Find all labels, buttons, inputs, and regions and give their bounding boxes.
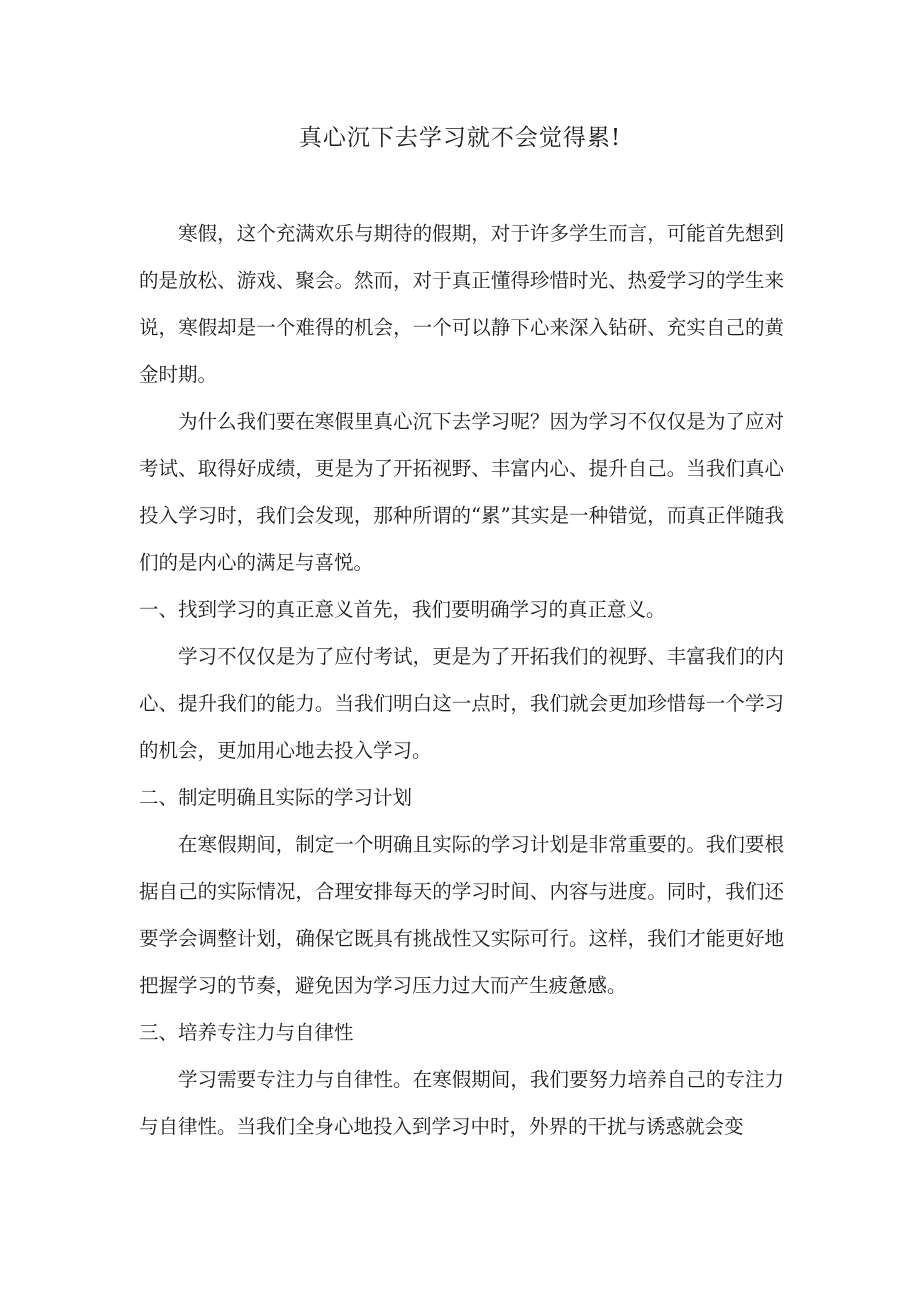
paragraph-intro: 寒假，这个充满欢乐与期待的假期，对于许多学生而言，可能首先想到的是放松、游戏、聚会。然而，对于真正懂得珍惜时光、热爱学习的学生来说，寒假却是一个难得的机会，一个可以静下心来深入钻研、充实自己的黄金时期。: [139, 222, 784, 386]
paragraph-plan: 在寒假期间，制定一个明确且实际的学习计划是非常重要的。我们要根据自己的实际情况，合理安排每天的学习时间、内容与进度。同时，我们还要学会调整计划，确保它既具有挑战性又实际可行。这样，我们才能更好地把握学习的节奏，避免因为学习压力过大而产生疲惫感。: [139, 833, 784, 997]
section-heading-3: 三、培养专注力与自律性: [139, 1021, 354, 1044]
section-heading-1: 一、找到学习的真正意义首先，我们要明确学习的真正意义。: [139, 598, 666, 621]
document-title: 真心沉下去学习就不会觉得累!: [298, 125, 622, 151]
document-body: [139, 210, 784, 1150]
paragraph-focus: 学习需要专注力与自律性。在寒假期间，我们要努力培养自己的专注力与自律性。当我们全身心地投入到学习中时，外界的干扰与诱惑就会变: [139, 1068, 784, 1138]
paragraph-meaning: 学习不仅仅是为了应付考试，更是为了开拓我们的视野、丰富我们的内心、提升我们的能力。当我们明白这一点时，我们就会更加珍惜每一个学习的机会，更加用心地去投入学习。: [139, 645, 784, 762]
paragraph-why: 为什么我们要在寒假里真心沉下去学习呢？因为学习不仅仅是为了应对考试、取得好成绩，更是为了开拓视野、丰富内心、提升自己。当我们真心投入学习时，我们会发现，那种所谓的“累”其实是一种错觉，而真正伴随我们的是内心的满足与喜悦。: [139, 410, 784, 574]
section-heading-2: 二、制定明确且实际的学习计划: [139, 786, 413, 809]
